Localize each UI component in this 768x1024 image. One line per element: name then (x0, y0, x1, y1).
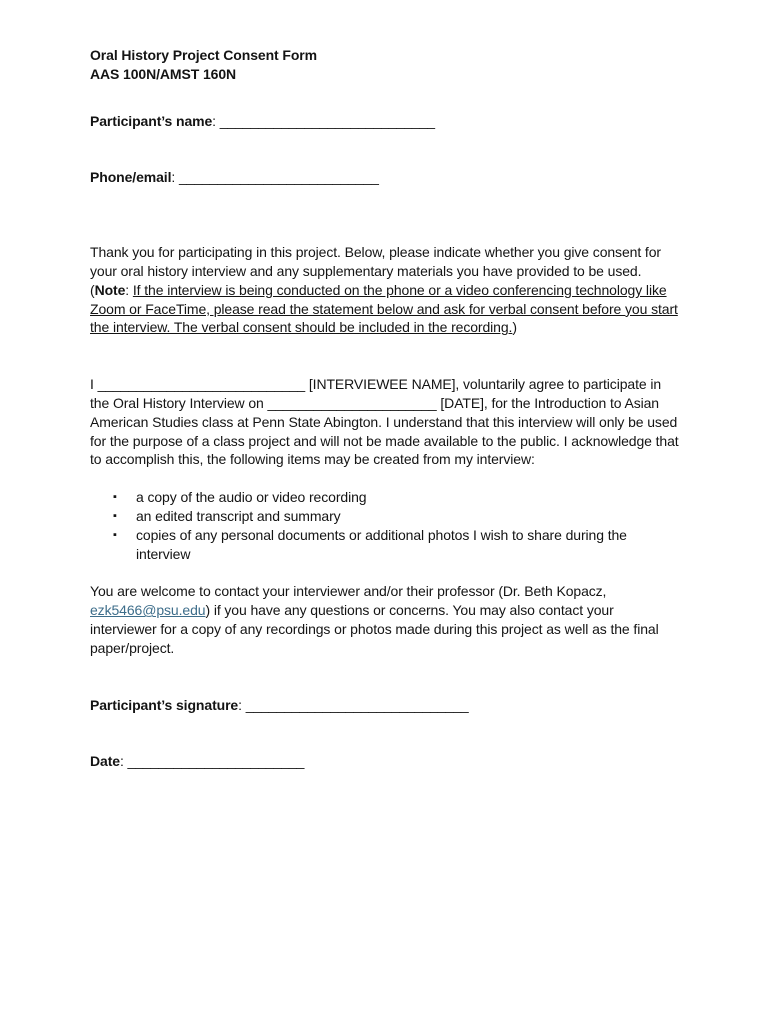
participant-signature-field[interactable] (90, 696, 680, 715)
contact-paragraph (90, 582, 680, 657)
contact-text-before: You are welcome to contact your interviewer and/or their professor (Dr. Beth Kopacz, (90, 583, 607, 600)
date-blank[interactable]: : _______________________ (119, 753, 305, 770)
list-item: ▪ copies of any personal documents or additional photos I wish to share during the interview (136, 526, 680, 564)
created-items-list (90, 488, 680, 563)
participant-name-field[interactable] (90, 112, 680, 131)
form-title: Oral History Project Consent Form (90, 47, 317, 63)
participant-name-label: Participant’s name (90, 112, 213, 129)
contact-text-after: ) if you have any questions or concerns. You may also contact your interviewer for a copy of any recordings or photos made during this project as well as the final paper/project. (90, 602, 659, 656)
phone-email-field[interactable] (90, 168, 680, 187)
agreement-paragraph: I ___________________________ [INTERVIEWEE NAME], voluntarily agree to participate in the Oral History Interview on ______________________ [DATE], for the Introduction to Asian American Studies class at Penn State Abington. I understand that this interview will only be used for the purpose of a class project and will not be made available to the public. I acknowledge that to accomplish this, the following items may be created from my interview: (90, 376, 679, 468)
list-item: ▪ a copy of the audio or video recording (136, 488, 680, 507)
course-code: AAS 100N/AMST 160N (90, 65, 237, 82)
form-header (90, 46, 680, 84)
date-field[interactable] (90, 752, 680, 771)
intro-close: ) (512, 319, 517, 336)
participant-name-blank[interactable]: : ____________________________ (212, 112, 435, 129)
participant-signature-label: Participant’s signature (90, 696, 239, 713)
professor-email-link[interactable]: ezk5466@psu.edu (90, 602, 206, 619)
intro-text: Thank you for participating in this project. Below, please indicate whether you give consent for your oral history interview and any supplementary materials you have provided to be used. ( (90, 244, 661, 298)
date-label: Date (90, 753, 120, 770)
note-colon: : (125, 281, 133, 298)
note-label: Note (94, 281, 126, 298)
phone-email-blank[interactable]: : __________________________ (171, 169, 379, 186)
intro-paragraph (90, 243, 680, 337)
list-item: ▪ an edited transcript and summary (136, 507, 680, 526)
note-text: If the interview is being conducted on the phone or a video conferencing technology like Zoom or FaceTime, please read the statement below and ask for verbal consent before you start the interview. The verbal consent should be included in the recording. (90, 281, 678, 336)
participant-signature-blank[interactable]: : _____________________________ (238, 696, 469, 713)
phone-email-label: Phone/email (90, 169, 172, 186)
